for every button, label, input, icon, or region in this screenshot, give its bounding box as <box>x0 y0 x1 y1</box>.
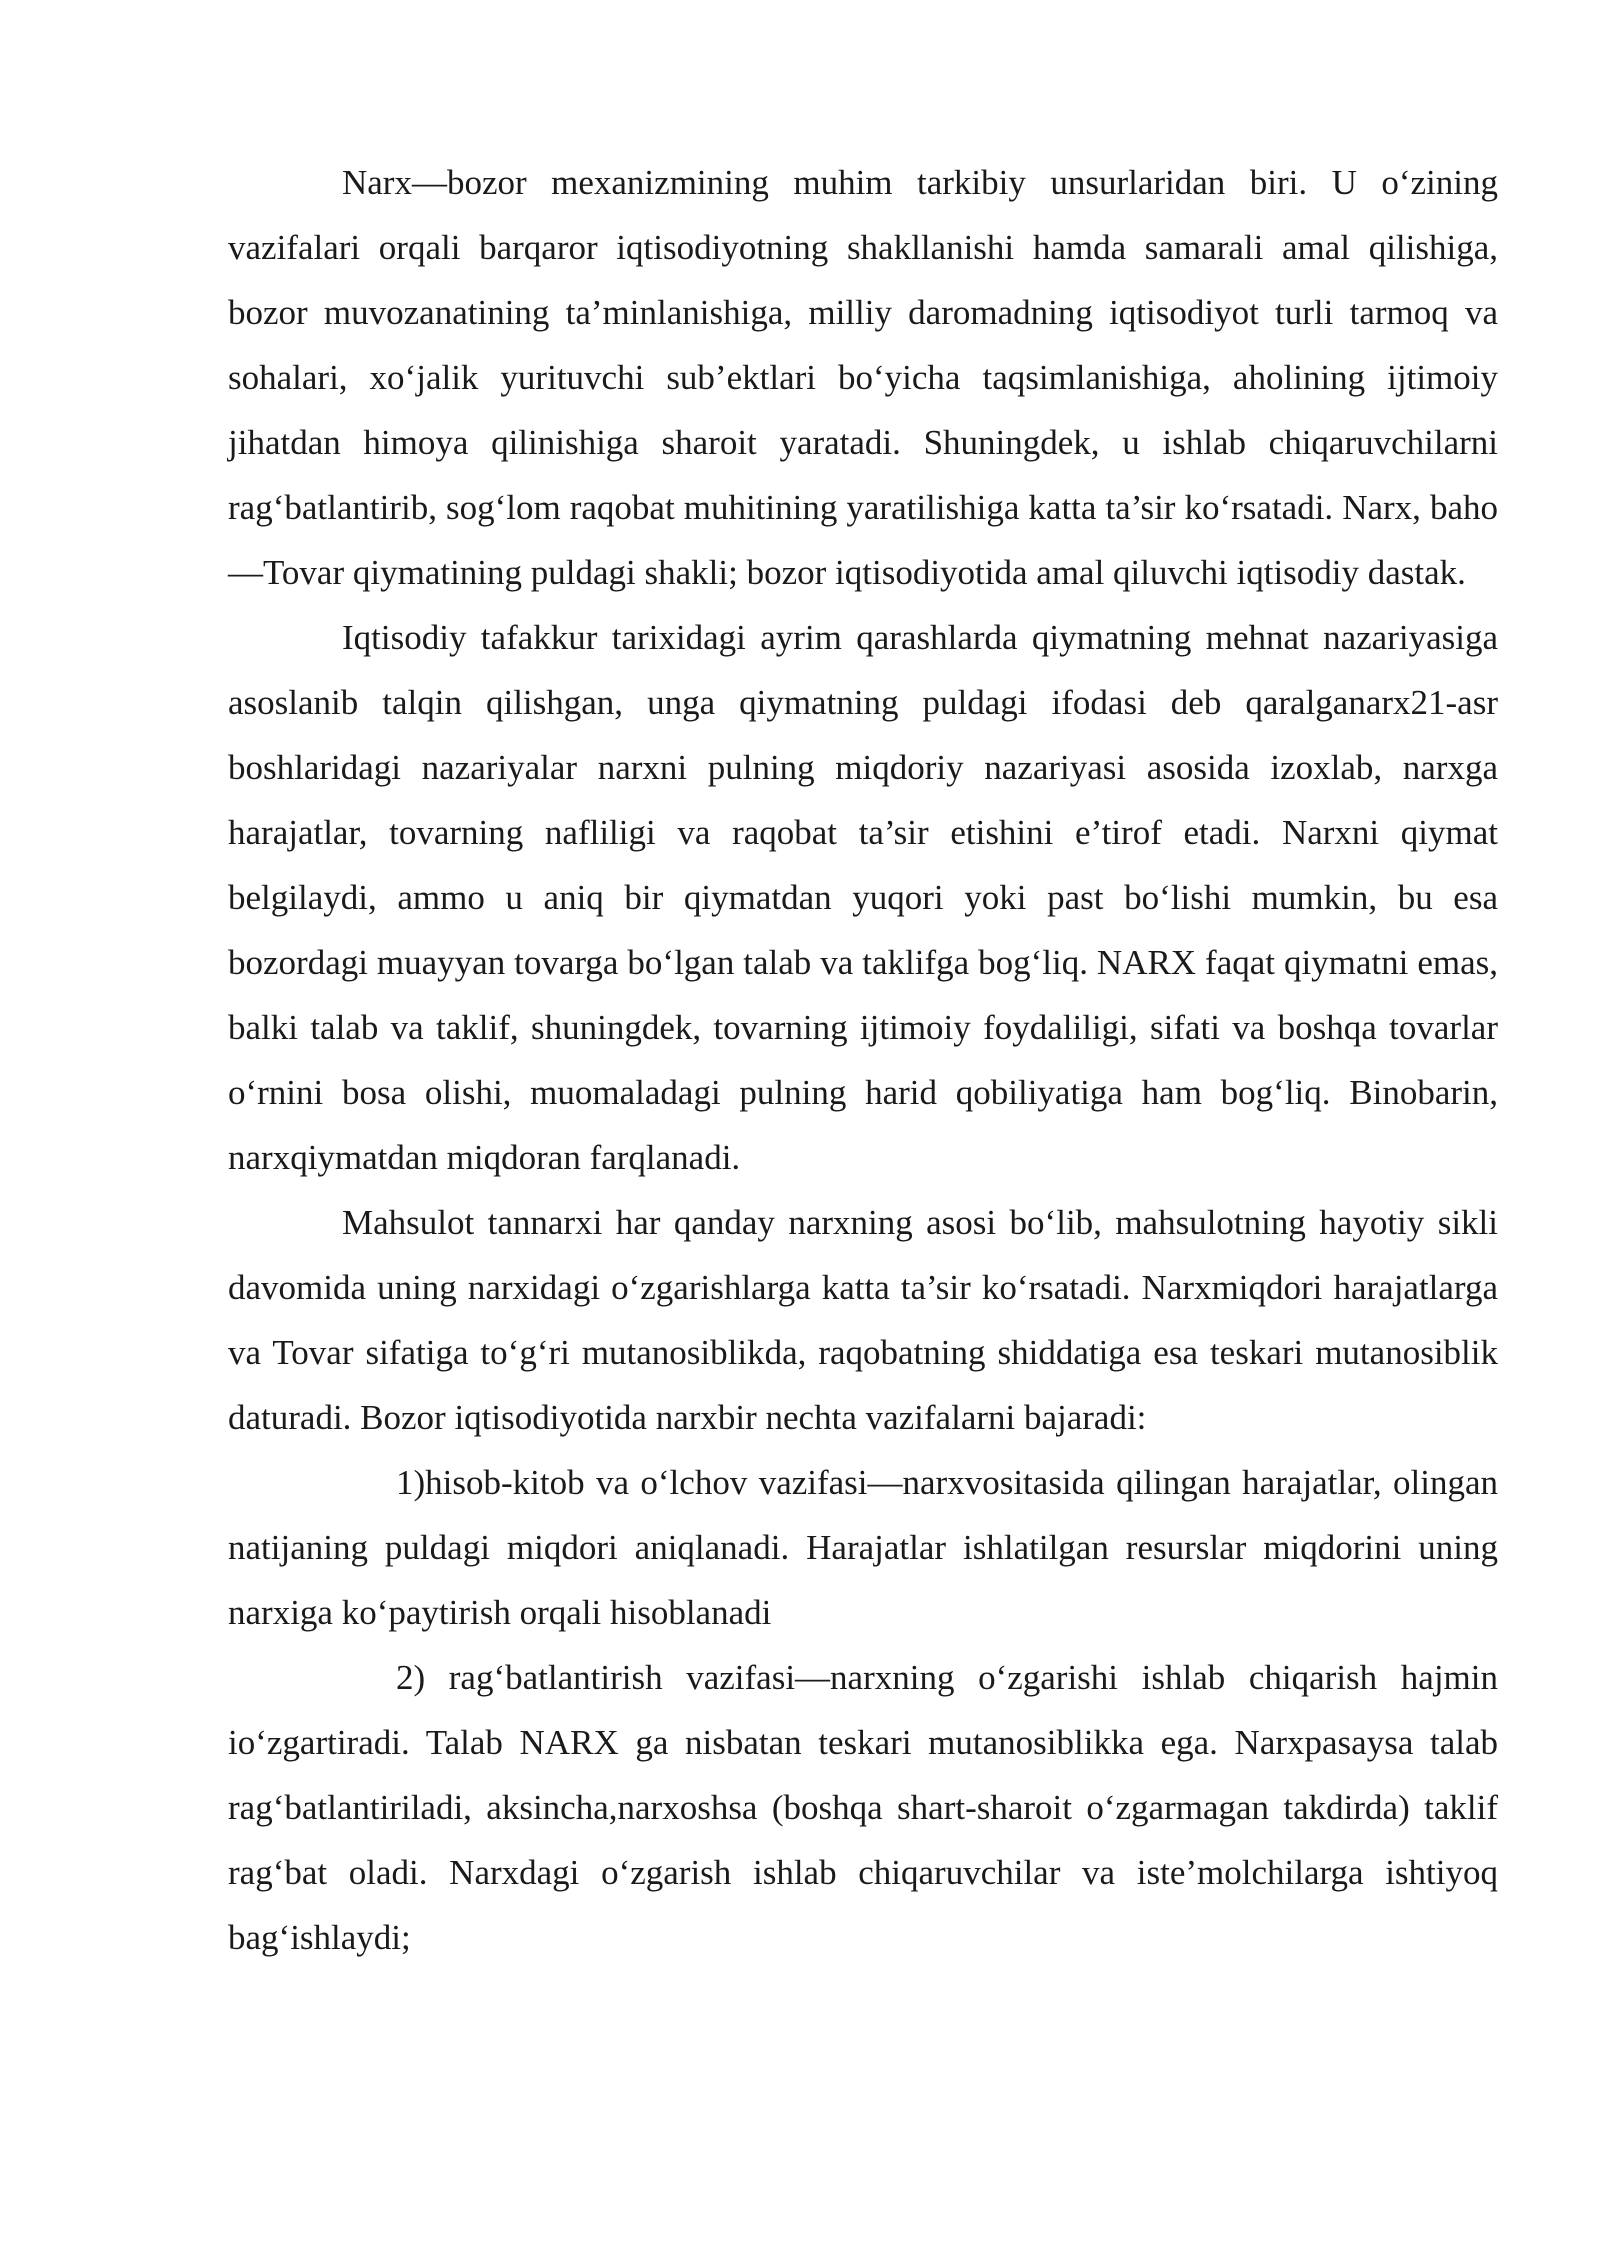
paragraph-narx-definition: Narx—bozor mexanizmining muhim tarkibiy unsurlaridan biri. U o‘zining vazifalari orqali barqaror iqtisodiyotning shakllanishi hamda samarali amal qilishiga, bozor muvozanatining ta’minlanishiga, milliy daromadning iqtisodiyot turli tarmoq va sohalari, xo‘jalik yurituvchi sub’ektlari bo‘yicha taqsimlanishiga, aholining ijtimoiy jihatdan himoya qilinishiga sharoit yaratadi. Shuningdek, u ishlab chiqaruvchilarni rag‘batlantirib, sog‘lom raqobat muhitining yaratilishiga katta ta’sir ko‘rsatadi. Narx, baho—Tovar qiymatining puldagi shakli; bozor iqtisodiyotida amal qiluvchi iqtisodiy dastak. <box>228 163 1498 592</box>
document-page <box>228 150 1498 1970</box>
paragraph-function-incentive: 2) rag‘batlantirish vazifasi—narxning o‘zgarishi ishlab chiqarish hajmin io‘zgartiradi. Talab NARX ga nisbatan teskari mutanosiblikka ega. Narxpasaysa talab rag‘batlantiriladi, aksincha,narxoshsa (boshqa shart-sharoit o‘zgarmagan takdirda) taklif rag‘bat oladi. Narxdagi o‘zgarish ishlab chiqaruvchilar va iste’molchilarga ishtiyoq bag‘ishlaydi; <box>228 1658 1498 1957</box>
paragraph-economic-thought: Iqtisodiy tafakkur tarixidagi ayrim qarashlarda qiymatning mehnat nazariyasiga asoslanib talqin qilishgan, unga qiymatning puldagi ifodasi deb qaralganarx21-asr boshlaridagi nazariyalar narxni pulning miqdoriy nazariyasi asosida izoxlab, narxga harajatlar, tovarning nafliligi va raqobat ta’sir etishini e’tirof etadi. Narxni qiymat belgilaydi, ammo u aniq bir qiymatdan yuqori yoki past bo‘lishi mumkin, bu esa bozordagi muayyan tovarga bo‘lgan talab va taklifga bog‘liq. NARX faqat qiymatni emas, balki talab va taklif, shuningdek, tovarning ijtimoiy foydaliligi, sifati va boshqa tovarlar o‘rnini bosa olishi, muomaladagi pulning harid qobiliyatiga ham bog‘liq. Binobarin, narxqiymatdan miqdoran farqlanadi. <box>228 618 1498 1177</box>
paragraph-function-accounting: 1)hisob-kitob va o‘lchov vazifasi—narxvositasida qilingan harajatlar, olingan natijaning puldagi miqdori aniqlanadi. Harajatlar ishlatilgan resurslar miqdorini uning narxiga ko‘paytirish orqali hisoblanadi <box>228 1463 1498 1632</box>
paragraph-cost-price: Mahsulot tannarxi har qanday narxning asosi bo‘lib, mahsulotning hayotiy sikli davomida uning narxidagi o‘zgarishlarga katta ta’sir ko‘rsatadi. Narxmiqdori harajatlarga va Tovar sifatiga to‘g‘ri mutanosiblikda, raqobatning shiddatiga esa teskari mutanosiblik daturadi. Bozor iqtisodiyotida narxbir nechta vazifalarni bajaradi: <box>228 1203 1498 1437</box>
